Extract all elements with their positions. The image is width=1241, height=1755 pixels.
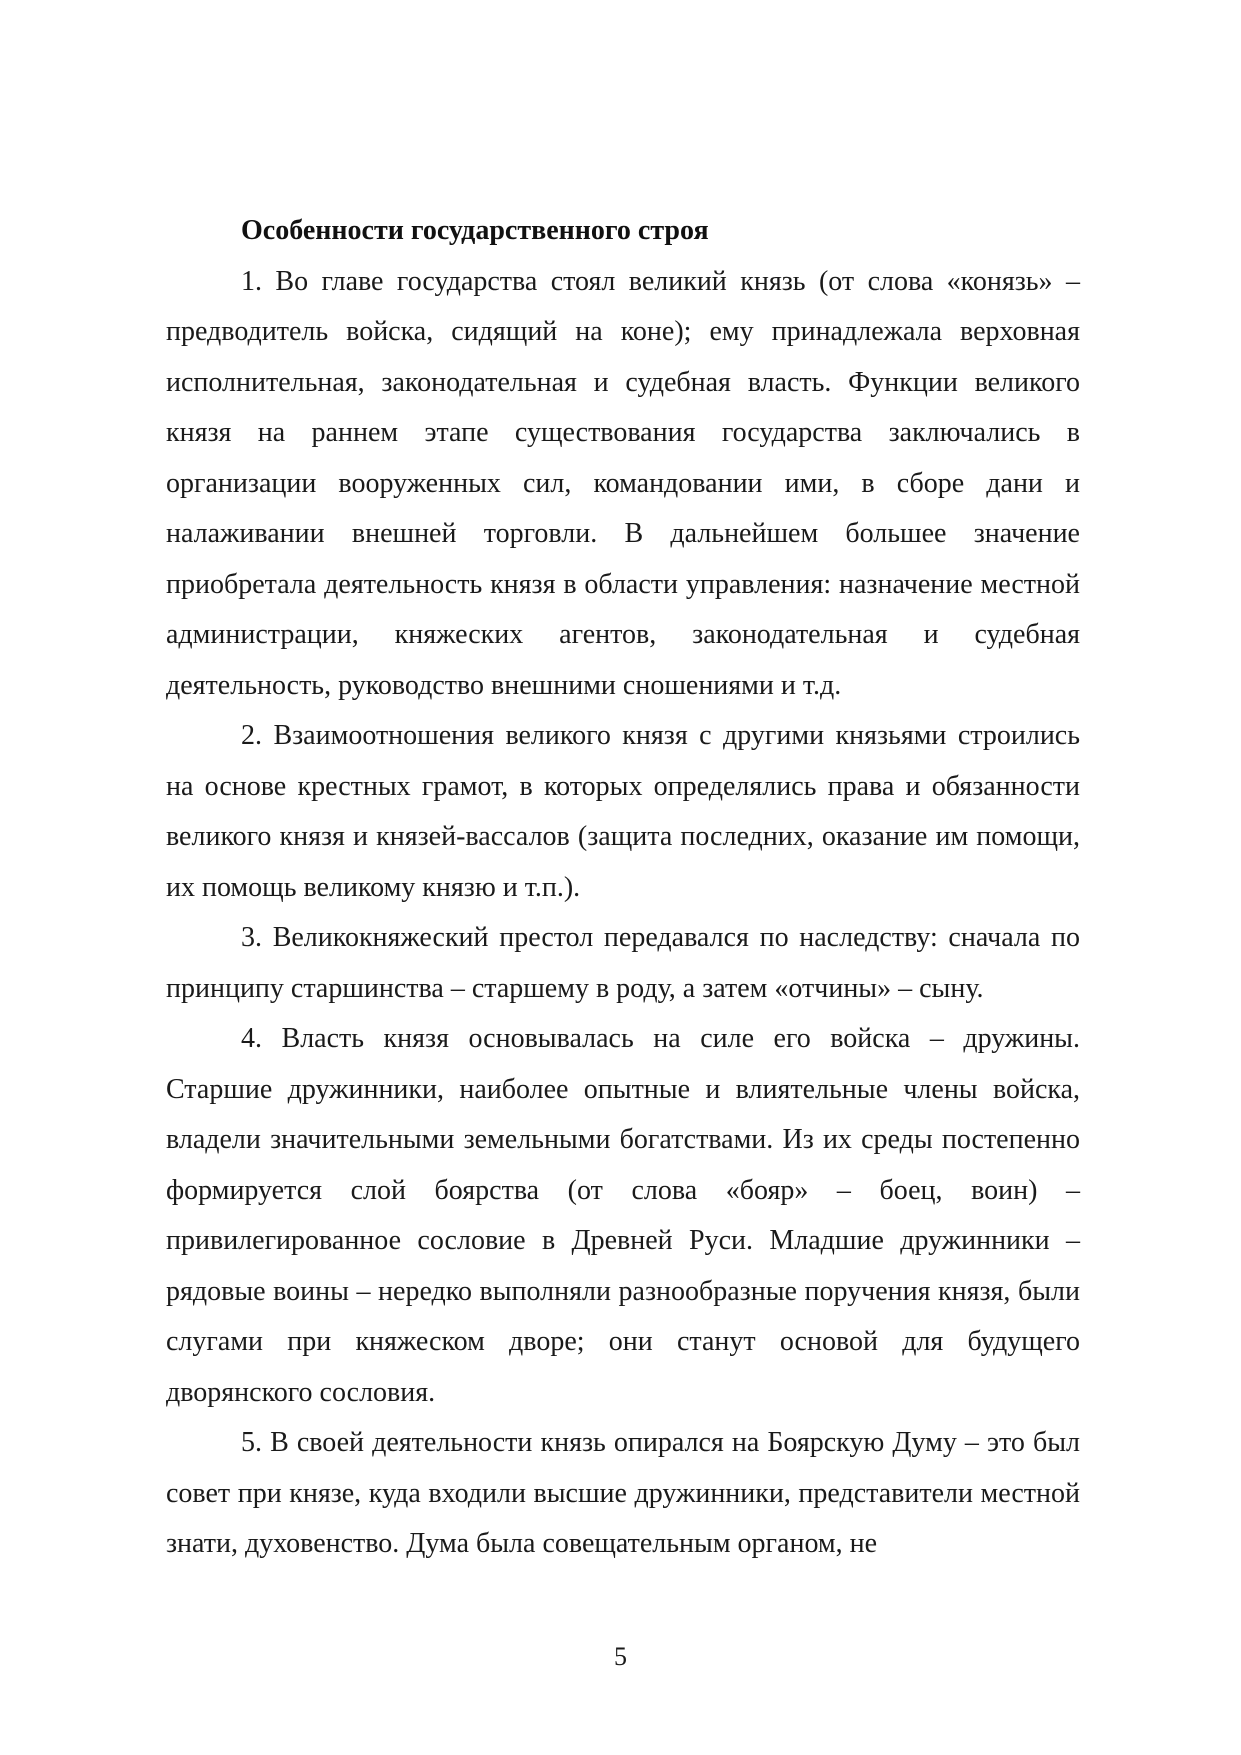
- paragraph-3: 3. Великокняжеский престол передавался по наследству: сначала по принципу старшинства – старшему в роду, а затем «отчины» – сыну.: [166, 922, 1080, 1004]
- paragraph-2: 2. Взаимоотношения великого князя с другими князьями строились на основе крестных грамот, в которых определялись права и обязанности великого князя и князей-вассалов (защита последних, оказание им помощи, их помощь великому князю и т.п.).: [166, 720, 1080, 903]
- page-content: [166, 206, 1080, 1570]
- page-number: 5: [614, 1642, 627, 1671]
- section-heading: Особенности государственного строя: [241, 215, 709, 246]
- paragraph-4: 4. Власть князя основывалась на силе его войска – дружины. Старшие дружинники, наиболее опытные и влиятельные члены войска, владели значительными земельными богатствами. Из их среды постепенно формируется слой боярства (от слова «бояр» – боец, воин) – привилегированное сословие в Древней Руси. Младшие дружинники – рядовые воины – нередко выполняли разнообразные поручения князя, были слугами при княжеском дворе; они станут основой для будущего дворянского сословия.: [166, 1023, 1080, 1408]
- paragraph-5: 5. В своей деятельности князь опирался на Боярскую Думу – это был совет при князе, куда входили высшие дружинники, представители местной знати, духовенство. Дума была совещательным органом, не: [166, 1427, 1080, 1559]
- paragraph-1: 1. Во главе государства стоял великий князь (от слова «конязь» – предводитель войска, сидящий на коне); ему принадлежала верховная исполнительная, законодательная и судебная власть. Функции великого князя на раннем этапе существования государства заключались в организации вооруженных сил, командовании ими, в сборе дани и налаживании внешней торговли. В дальнейшем большее значение приобретала деятельность князя в области управления: назначение местной администрации, княжеских агентов, законодательная и судебная деятельность, руководство внешними сношениями и т.д.: [166, 265, 1080, 701]
